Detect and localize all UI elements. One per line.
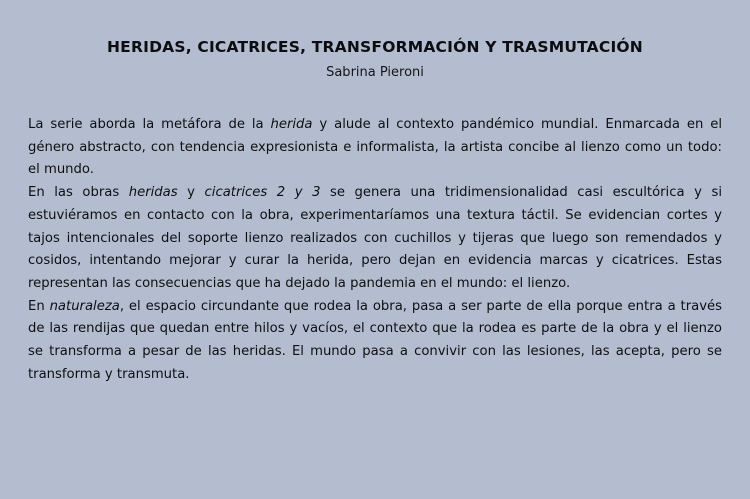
emphasised-term: heridas <box>128 185 178 201</box>
text-run: y <box>177 185 205 201</box>
page-title: HERIDAS, CICATRICES, TRANSFORMACIÓN Y TRASMUTACIÓN <box>107 38 643 56</box>
text-run: , el espacio circundante que rodea la obra, pasa a ser parte de ella porque entra a través de las rendijas que quedan entre hilos y vacíos, el contexto que la rodea es parte de la obra y el lienzo se transforma a pesar de las heridas. El mundo pasa a convivir con las lesiones, las acepta, pero se transforma y transmuta. <box>28 298 722 382</box>
paragraph-1 <box>28 114 722 182</box>
emphasised-term: cicatrices 2 y 3 <box>204 185 321 201</box>
text-run: En <box>28 298 50 314</box>
text-run: La serie aborda la metáfora de la <box>28 117 271 132</box>
text-run: En las obras <box>28 185 129 201</box>
text-run: y alude al contexto pandémico mundial. Enmarcada en el género abstracto, con tendencia expresionista e informalista, la artista concibe al lienzo como un todo: el mundo. <box>28 117 722 178</box>
text-run: se genera una tridimensionalidad casi escultórica y si estuviéramos en contacto con la obra, experimentaríamos una textura táctil. Se evidencian cortes y tajos intencionales del soporte lienzo realizados con cuchillos y tijeras que luego son remendados y cosidos, intentando mejorar y curar la herida, pero dejan en evidencia marcas y cicatrices. Estas representan las consecuencias que ha dejado la pandemia en el mundo: el lienzo. <box>28 185 722 291</box>
paragraph-3 <box>28 296 722 387</box>
paragraph-2 <box>28 182 722 296</box>
emphasised-term: herida <box>270 117 313 132</box>
emphasised-term: naturaleza <box>49 298 120 314</box>
author-name: Sabrina Pieroni <box>326 65 424 80</box>
document-body <box>28 114 722 386</box>
